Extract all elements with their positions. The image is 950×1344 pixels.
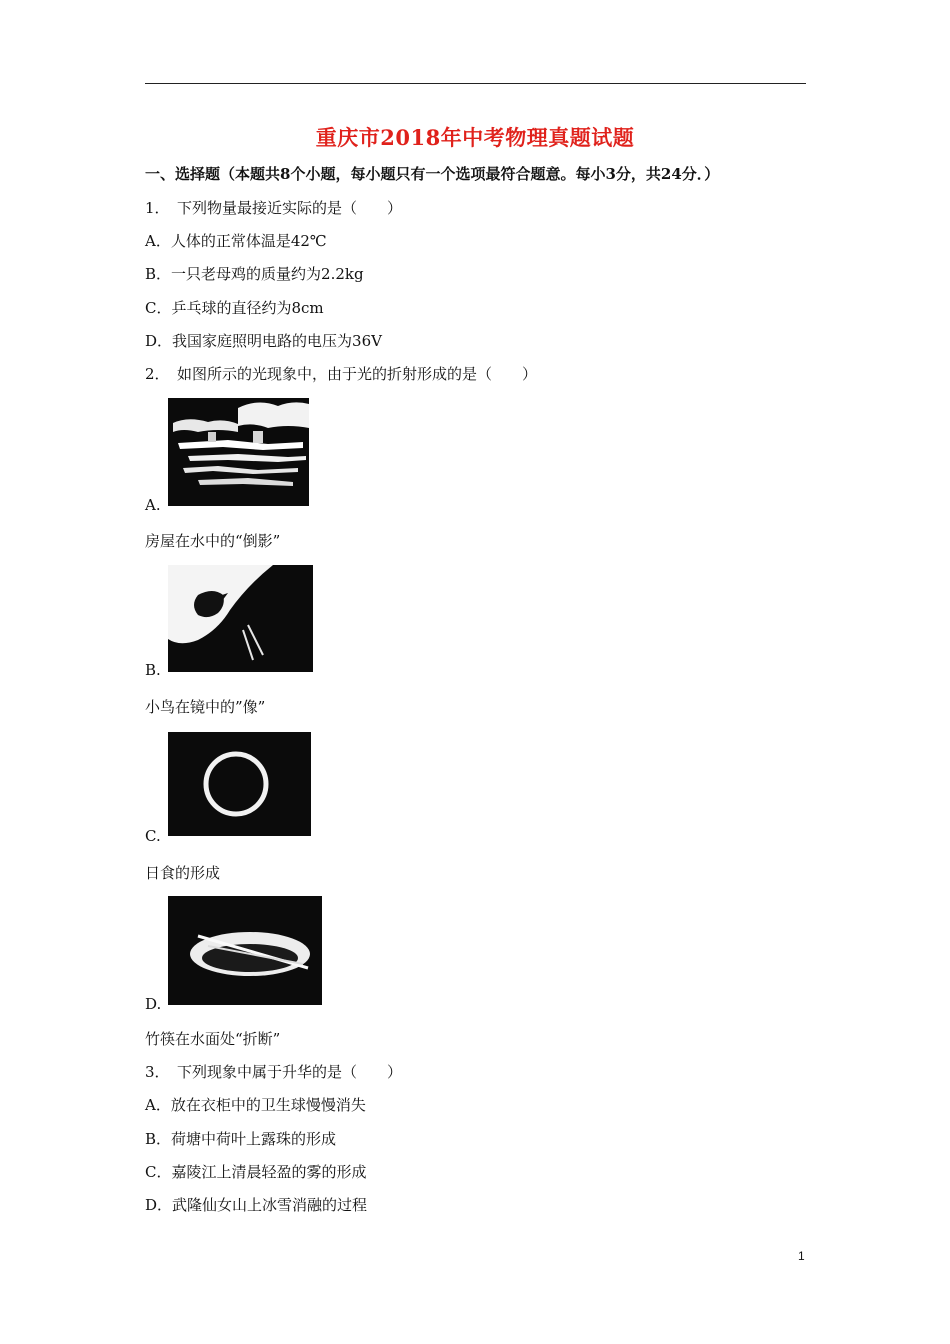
question-2-option-d-letter: D. <box>145 995 162 1013</box>
question-2-option-c-letter: C. <box>145 827 161 845</box>
question-3-option-c: C．嘉陵江上清晨轻盈的雾的形成 <box>145 1163 367 1181</box>
question-2-option-a-letter: A. <box>145 496 161 514</box>
question-2-option-b-letter: B. <box>145 661 161 679</box>
house-reflection-photo <box>168 398 309 506</box>
solar-eclipse-photo <box>168 732 311 836</box>
question-2-option-d-caption: 竹筷在水面处“折断” <box>145 1030 281 1048</box>
header-rule <box>145 83 806 84</box>
page-title: 重庆市2018年中考物理真题试题 <box>315 125 635 150</box>
question-2-option-c-caption: 日食的形成 <box>145 864 221 882</box>
page-number: 1 <box>798 1249 805 1263</box>
question-2-option-a-caption: 房屋在水中的“倒影” <box>145 532 281 550</box>
question-3-option-a: A．放在衣柜中的卫生球慢慢消失 <box>145 1096 366 1114</box>
question-1-option-a: A．人体的正常体温是42℃ <box>145 232 327 250</box>
bird-in-mirror-photo <box>168 565 313 672</box>
question-1-stem: 1． 下列物量最接近实际的是（ ） <box>145 199 403 217</box>
question-1-option-d: D．我国家庭照明电路的电压为36V <box>145 332 382 350</box>
question-1-option-c: C．乒乓球的直径约为8cm <box>145 299 324 317</box>
question-2-option-b-caption: 小鸟在镜中的”像” <box>145 698 266 716</box>
section-heading: 一、选择题（本题共8个小题，每小题只有一个选项最符合题意。每小3分，共24分．） <box>145 165 720 183</box>
question-3-option-d: D．武隆仙女山上冰雪消融的过程 <box>145 1196 368 1214</box>
question-3-stem: 3． 下列现象中属于升华的是（ ） <box>145 1063 403 1081</box>
chopsticks-in-water-photo <box>168 896 322 1005</box>
question-2-stem: 2． 如图所示的光现象中，由于光的折射形成的是（ ） <box>145 365 538 383</box>
question-3-option-b: B．荷塘中荷叶上露珠的形成 <box>145 1130 337 1148</box>
question-1-option-b: B．一只老母鸡的质量约为2.2kg <box>145 265 364 283</box>
